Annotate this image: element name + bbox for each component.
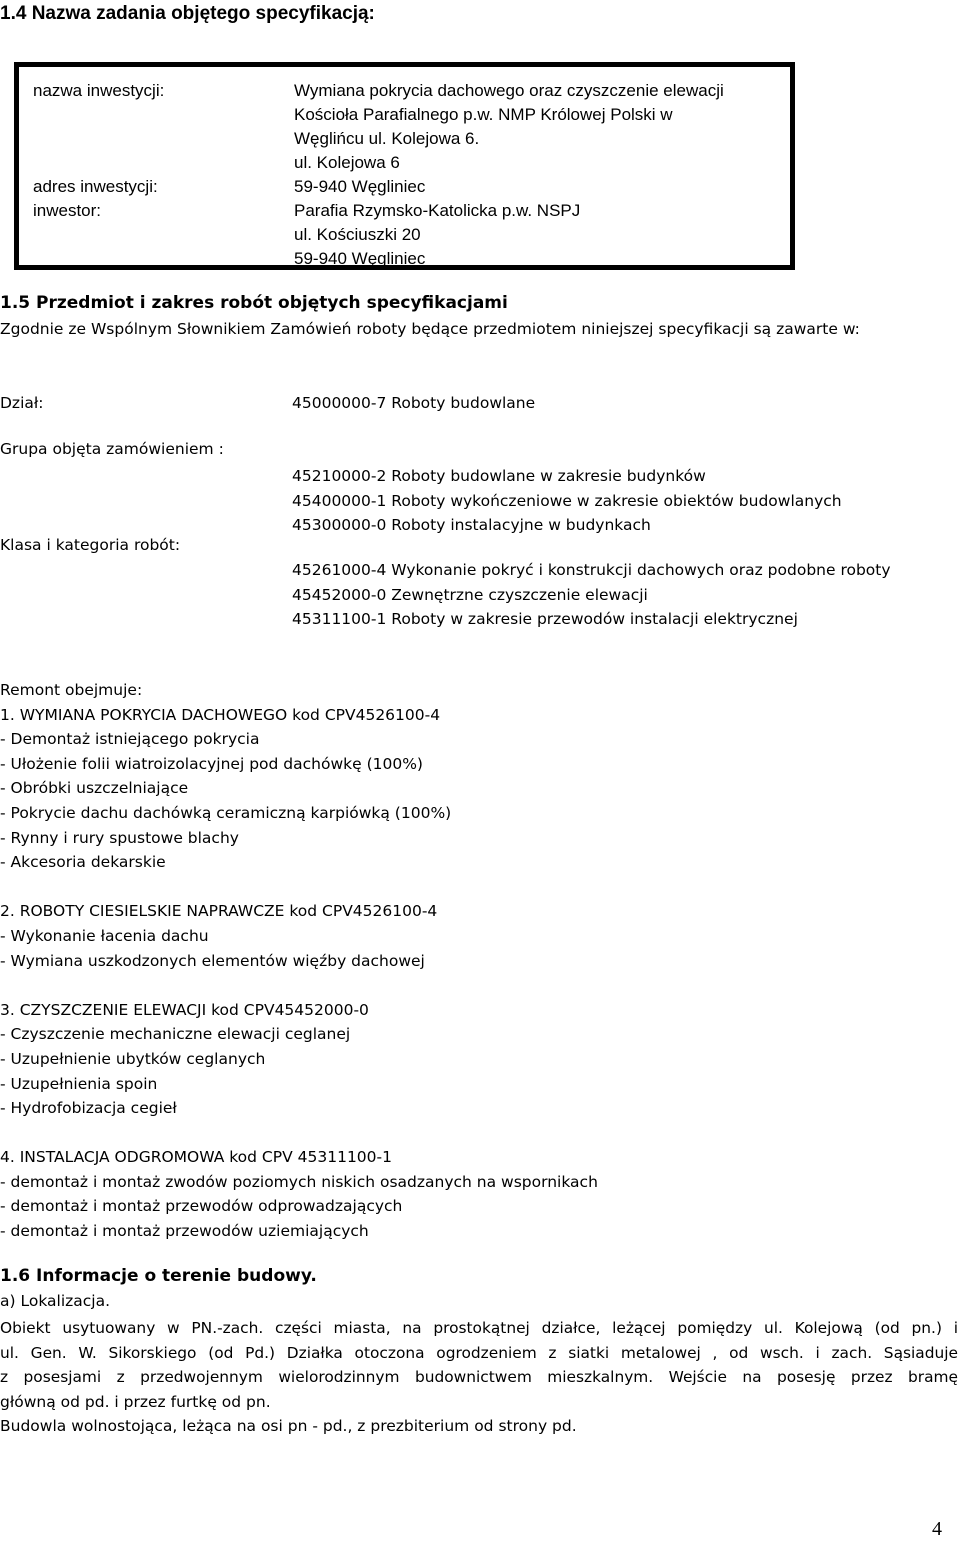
paragraph-line: Obiekt usytuowany w PN.-zach. części miasta, na prostokątnej działce, leżącej pomiędzy ul. Kolejową (od pn.) i	[0, 1319, 958, 1337]
remont-heading: Remont obejmuje:	[0, 681, 143, 699]
paragraph-line: ul. Gen. W. Sikorskiego (od Pd.) Działka otoczona ogrodzeniem z siatki metalowej , od wsch. i zach. Sąsiaduje	[0, 1343, 958, 1362]
cpv-code-line: 45400000-1 Roboty wykończeniowe w zakresie obiektów budowlanych	[292, 491, 842, 510]
remont-item: 4. INSTALACJA ODGROMOWA kod CPV 45311100-1	[0, 1148, 392, 1167]
section-1-5-title: 1.5 Przedmiot i zakres robót objętych specyfikacjami	[0, 293, 508, 313]
paragraph-line: Budowla wolnostojąca, leżąca na osi pn - pd., z prezbiterium od strony pd.	[0, 1417, 577, 1436]
section-1-6-title: 1.6 Informacje o terenie budowy.	[0, 1266, 317, 1286]
address-line: 59-940 Węgliniec	[294, 177, 426, 196]
investment-value	[294, 79, 724, 271]
grupa-label: Grupa objęta zamówieniem :	[0, 440, 224, 458]
remont-item: - Uzupełnienia spoin	[0, 1074, 158, 1093]
cpv-code-line: 45300000-0 Roboty instalacyjne w budynkach	[292, 516, 651, 535]
remont-item: - Czyszczenie mechaniczne elewacji ceglanej	[0, 1025, 351, 1044]
investor-line: Parafia Rzymsko-Katolicka p.w. NSPJ	[294, 201, 581, 220]
remont-item: - Ułożenie folii wiatroizolacyjnej pod dachówkę (100%)	[0, 754, 423, 773]
remont-item: 2. ROBOTY CIESIELSKIE NAPRAWCZE kod CPV4526100-4	[0, 902, 438, 921]
remont-item: - Demontaż istniejącego pokrycia	[0, 730, 260, 749]
investment-line: Wymiana pokrycia dachowego oraz czyszczenie elewacji	[294, 81, 724, 100]
cpv-code-line: 45452000-0 Zewnętrzne czyszczenie elewacji	[292, 585, 648, 604]
section-1-5-intro: Zgodnie ze Wspólnym Słownikiem Zamówień roboty będące przedmiotem niniejszej specyfikacji są zawarte w:	[0, 320, 860, 338]
grupa-values	[292, 464, 842, 538]
dzial-value: 45000000-7 Roboty budowlane	[292, 394, 536, 412]
cpv-code-line: 45210000-2 Roboty budowlane w zakresie budynków	[292, 467, 706, 485]
address-label: adres inwestycji:	[33, 177, 158, 196]
investment-line: Kościoła Parafialnego p.w. NMP Królowej Polski w	[294, 105, 673, 124]
investor-label: inwestor:	[33, 201, 102, 220]
remont-item: - Akcesoria dekarskie	[0, 853, 166, 872]
section-1-4-title: 1.4 Nazwa zadania objętego specyfikacją:	[0, 3, 375, 24]
section-1-6-sub-a: a) Lokalizacja.	[0, 1292, 111, 1310]
remont-item: 3. CZYSZCZENIE ELEWACJI kod CPV45452000-0	[0, 1000, 369, 1019]
remont-item: 1. WYMIANA POKRYCIA DACHOWEGO kod CPV4526100-4	[0, 705, 441, 724]
cpv-code-line: 45311100-1 Roboty w zakresie przewodów instalacji elektrycznej	[292, 610, 798, 629]
klasa-values	[292, 558, 891, 632]
remont-item: - Wykonanie łacenia dachu	[0, 926, 209, 945]
investor-line: 59-940 Węgliniec	[294, 249, 426, 268]
remont-item: - Obróbki uszczelniające	[0, 779, 189, 798]
remont-item: - Pokrycie dachu dachówką ceramiczną karpiówką (100%)	[0, 803, 452, 822]
dzial-label: Dział:	[0, 394, 44, 412]
section-1-6-paragraph	[0, 1316, 958, 1439]
remont-item: - Hydrofobizacja cegieł	[0, 1099, 177, 1118]
remont-item: - Rynny i rury spustowe blachy	[0, 828, 239, 847]
klasa-label: Klasa i kategoria robót:	[0, 536, 181, 554]
cpv-code-line: 45261000-4 Wykonanie pokryć i konstrukcji dachowych oraz podobne roboty	[292, 561, 891, 579]
paragraph-line: z posesjami z przedwojennym wielorodzinnym budownictwem mieszkalnym. Wejście na posesję przez bramę	[0, 1368, 958, 1387]
remont-item: - demontaż i montaż przewodów uziemiających	[0, 1222, 369, 1241]
investment-label: nazwa inwestycji:	[33, 81, 165, 100]
remont-section	[0, 678, 598, 1244]
investor-line: ul. Kościuszki 20	[294, 225, 421, 244]
investment-box	[14, 62, 795, 270]
remont-item: - Wymiana uszkodzonych elementów więźby dachowej	[0, 951, 425, 970]
remont-item: - Uzupełnienie ubytków ceglanych	[0, 1049, 266, 1068]
investment-line: Węglińcu ul. Kolejowa 6.	[294, 129, 480, 148]
remont-item: - demontaż i montaż zwodów poziomych niskich osadzanych na wspornikach	[0, 1172, 598, 1191]
address-line: ul. Kolejowa 6	[294, 153, 400, 172]
page-number: 4	[932, 1518, 942, 1540]
paragraph-line: główną od pd. i przez furtkę od pn.	[0, 1392, 271, 1411]
remont-item: - demontaż i montaż przewodów odprowadzających	[0, 1197, 403, 1216]
